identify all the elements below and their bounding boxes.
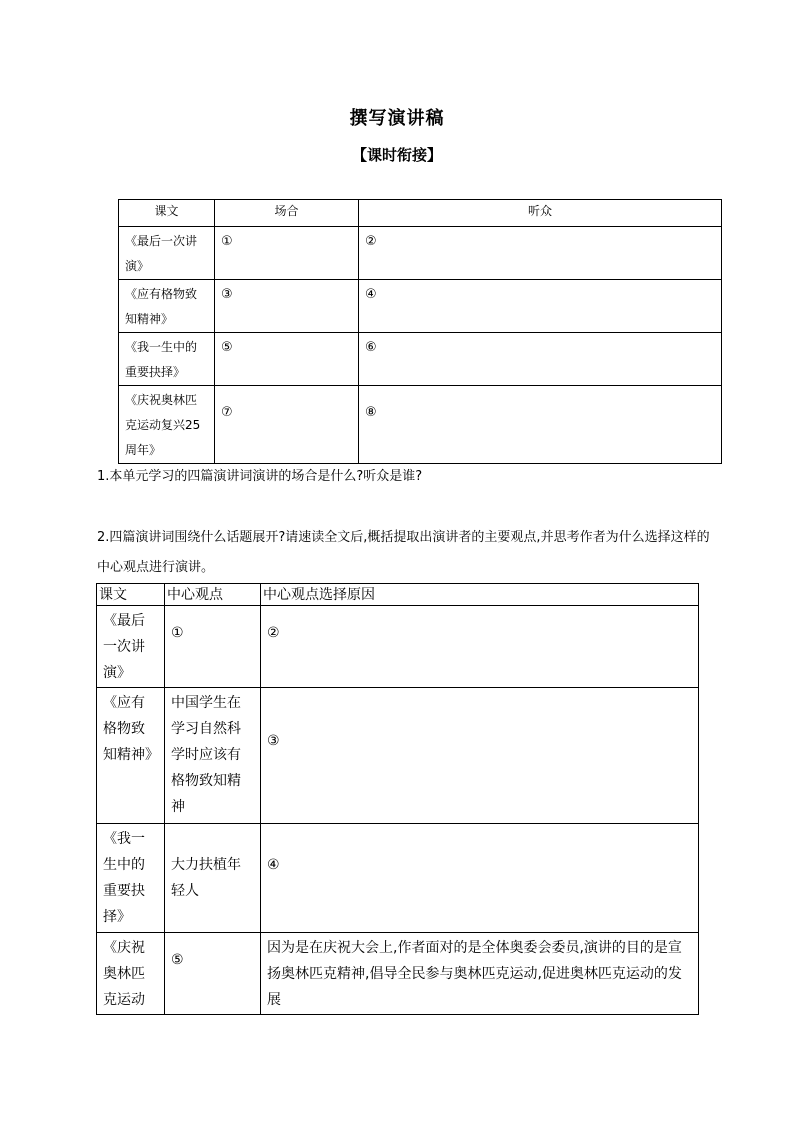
header-view: 中心观点 [165,584,261,606]
occasion-blank: ① [215,227,359,280]
header-occasion: 场合 [215,200,359,227]
occasion-audience-table [118,199,722,464]
text-title-cell: 《我一生中的重要抉择》 [97,824,165,933]
view-blank: ① [165,606,261,688]
table-row [119,280,722,333]
occasion-blank: ③ [215,280,359,333]
view-blank: ⑤ [165,933,261,1015]
header-reason: 中心观点选择原因 [261,584,699,606]
audience-blank: ⑥ [359,333,722,386]
table-row [119,227,722,280]
text-title-cell: 《庆祝奥林匹克运动复兴25 周年》 [119,386,215,464]
text-title-cell: 《应有格物致知精神》 [119,280,215,333]
question-2: 2.四篇演讲词围绕什么话题展开?请速读全文后,概括提取出演讲者的主要观点,并思考作者为什么选择这样的中心观点进行演讲。 [97,530,710,575]
page-title: 撰写演讲稿 [349,108,445,129]
view-cell: 中国学生在学习自然科学时应该有格物致知精神 [165,688,261,824]
reason-blank: ④ [261,824,699,933]
text-title-cell: 《最后一次讲演》 [119,227,215,280]
table-row [97,688,699,824]
table-row [119,333,722,386]
audience-blank: ④ [359,280,722,333]
reason-cell: 因为是在庆祝大会上,作者面对的是全体奥委会委员,演讲的目的是宣扬奥林匹克精神,倡导全民参与奥林匹克运动,促进奥林匹克运动的发展 [261,933,699,1015]
section-subtitle: 【课时衔接】 [351,146,442,164]
table-row [97,824,699,933]
text-title-cell: 《我一生中的重要抉择》 [119,333,215,386]
header-text: 课文 [97,584,165,606]
text-title-cell: 《应有格物致知精神》 [97,688,165,824]
header-text: 课文 [119,200,215,227]
audience-blank: ⑧ [359,386,722,464]
table-row [97,606,699,688]
text-title-cell: 《最后一次讲演》 [97,606,165,688]
reason-blank: ② [261,606,699,688]
view-cell: 大力扶植年轻人 [165,824,261,933]
table-row [119,386,722,464]
occasion-blank: ⑤ [215,333,359,386]
occasion-blank: ⑦ [215,386,359,464]
audience-blank: ② [359,227,722,280]
central-view-table [96,583,699,1015]
header-audience: 听众 [359,200,722,227]
table-row [97,933,699,1015]
text-title-cell: 《庆祝奥林匹克运动 [97,933,165,1015]
reason-blank: ③ [261,688,699,824]
question-1: 1.本单元学习的四篇演讲词演讲的场合是什么?听众是谁? [97,469,423,484]
